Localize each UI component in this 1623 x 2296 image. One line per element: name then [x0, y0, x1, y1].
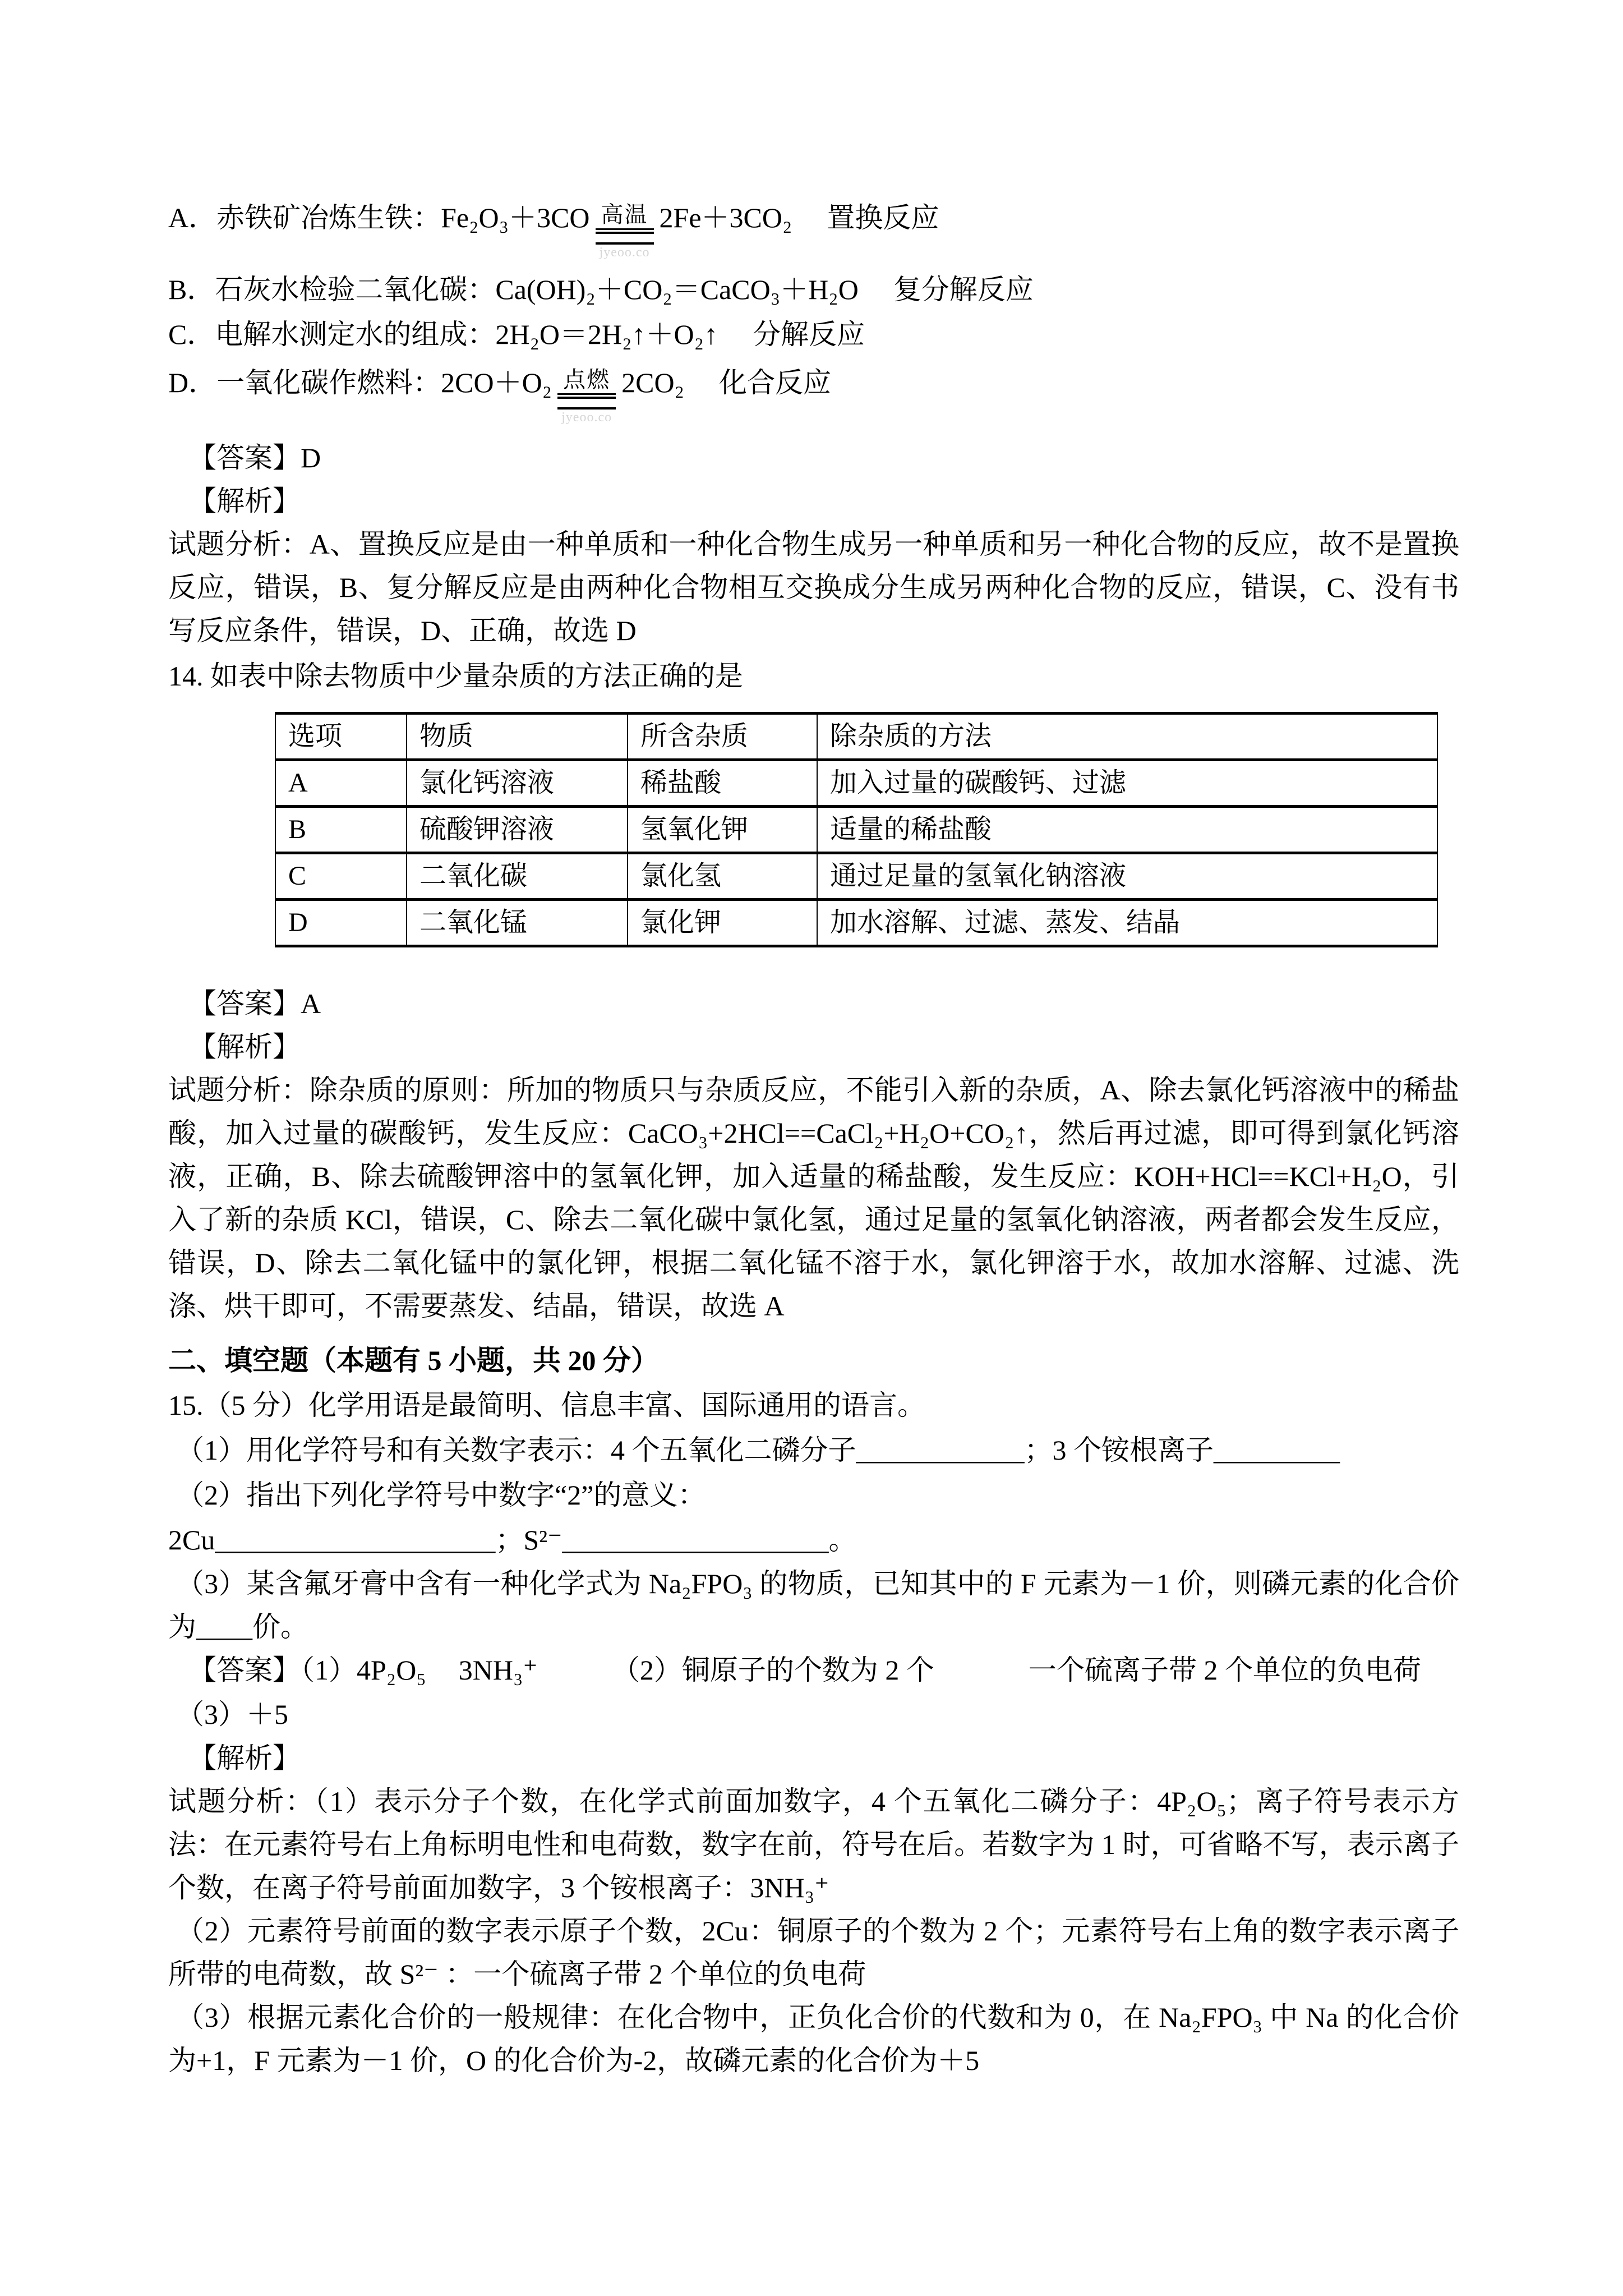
q13-answer-value: D	[301, 442, 321, 473]
q13-analysis-label	[188, 480, 1459, 523]
cell-impurity: 氯化氢	[628, 853, 817, 900]
cell-option: D	[275, 900, 407, 946]
q15-analysis-part2: （2）元素符号前面的数字表示原子个数，2Cu：铜原子的个数为 2 个；元素符号右上角的数字表示离子所带的电荷数，故 S²⁻ ：一个硫离子带 2 个单位的负电荷	[168, 1915, 1459, 1990]
header-option: 选项	[275, 714, 407, 760]
q14-answer-value: A	[301, 988, 321, 1019]
q13-option-b	[168, 267, 1459, 312]
q15-stem: 15.（5 分）化学用语是最简明、信息丰富、国际通用的语言。	[168, 1389, 925, 1421]
q15-analysis-part1: 试题分析：（1）表示分子个数，在化学式前面加数字，4 个五氧化二磷分子：4P₂O₅；离子符号表示方法：在元素符号右上角标明电性和电荷数，数字在前，符号在后。若数字为 1 时，可省略不写，表示离子个数，在离子符号前面加数字，3 个铵根离子：3NH₃⁺	[168, 1786, 1459, 1903]
table-row	[275, 900, 1437, 946]
cell-substance: 氯化钙溶液	[407, 760, 628, 807]
cell-method: 加入过量的碳酸钙、过滤	[817, 760, 1437, 807]
q13-option-b-reaction-type: 复分解反应	[893, 274, 1034, 305]
analysis-label: 【解析】	[188, 1031, 301, 1062]
q13-answer-line	[188, 436, 1459, 480]
section-2-title: 二、填空题（本题有 5 小题，共 20 分）	[168, 1345, 659, 1376]
q15-answer-line	[188, 1649, 1459, 1692]
q15-answer-part3: （3）＋5	[176, 1699, 288, 1730]
cell-method: 通过足量的氢氧化钠溶液	[817, 853, 1437, 900]
double-equals-line	[596, 232, 654, 245]
q15-answer-part1b: 3NH₃⁺	[458, 1654, 538, 1686]
analysis-label: 【解析】	[188, 485, 301, 517]
q15-part1-blank-line: （1）用化学符号和有关数字表示：4 个五氧化二磷分子____________；3 个铵根离子_________	[176, 1434, 1340, 1466]
q14-answer-line	[188, 982, 1459, 1025]
cell-option: A	[275, 760, 407, 807]
q15-analysis-part3: （3）根据元素化合价的一般规律：在化合物中，正负化合价的代数和为 0，在 Na₂FPO₃ 中 Na 的化合价为+1，F 元素为－1 价，O 的化合价为-2，故磷元素的化合价为＋5	[168, 2001, 1459, 2076]
impurity-removal-table	[275, 712, 1438, 947]
reaction-condition-block	[596, 202, 654, 260]
reaction-condition-block	[557, 367, 616, 425]
q14-analysis-text: 试题分析：除杂质的原则：所加的物质只与杂质反应，不能引入新的杂质，A、除去氯化钙溶液中的稀盐酸，加入过量的碳酸钙，发生反应：CaCO₃+2HCl==CaCl₂+H₂O+CO₂↑，然后再过滤，即可得到氯化钙溶液，正确，B、除去硫酸钾溶中的氢氧化钾，加入适量的稀盐酸，发生反应：KOH+HCl==KCl+H₂O，引入了新的杂质 KCl，错误，C、除去二氧化碳中氯化氢，通过足量的氢氧化钠溶液，两者都会发生反应，错误，D、除去二氧化锰中的氯化钾，根据二氧化锰不溶于水，氯化钾溶于水，故加水溶解、过滤、洗涤、烘干即可，不需要蒸发、结晶，错误，故选 A	[168, 1074, 1459, 1322]
table-row	[275, 853, 1437, 900]
watermark-text: jyeoo.co	[599, 245, 650, 260]
q15-analysis-label	[188, 1737, 1459, 1780]
cell-method: 适量的稀盐酸	[817, 807, 1437, 853]
header-substance: 物质	[407, 714, 628, 760]
table-header-row	[275, 714, 1437, 760]
answer-label: 【答案】	[188, 442, 301, 473]
cell-option: B	[275, 807, 407, 853]
cell-impurity: 稀盐酸	[628, 760, 817, 807]
analysis-label: 【解析】	[188, 1742, 301, 1774]
q14-analysis-label	[188, 1025, 1459, 1069]
cell-method: 加水溶解、过滤、蒸发、结晶	[817, 900, 1437, 946]
q13-option-d-equation-left: D．一氧化碳作燃料：2CO＋O₂	[168, 367, 552, 398]
cell-substance: 二氧化碳	[407, 853, 628, 900]
cell-impurity: 氯化钾	[628, 900, 817, 946]
q13-option-c-reaction-type: 分解反应	[753, 319, 865, 350]
q15-answer-part2b: 一个硫离子带 2 个单位的负电荷	[1028, 1654, 1421, 1686]
answer-label: 【答案】	[188, 988, 301, 1019]
condition-text-dianran: 点燃	[557, 367, 616, 395]
q15-part3-text: （3）某含氟牙膏中含有一种化学式为 Na₂FPO₃ 的物质，已知其中的 F 元素为－1 价，则磷元素的化合价为____价。	[168, 1568, 1459, 1642]
q13-option-d-equation-right: 2CO₂	[621, 367, 684, 398]
q13-option-a-reaction-type: 置换反应	[827, 202, 939, 233]
header-method: 除杂质的方法	[817, 714, 1437, 760]
table-row	[275, 807, 1437, 853]
table-row	[275, 760, 1437, 807]
cell-substance: 二氧化锰	[407, 900, 628, 946]
q13-option-c-equation: C．电解水测定水的组成：2H₂O＝2H₂↑＋O₂↑	[168, 319, 718, 350]
cell-option: C	[275, 853, 407, 900]
q13-option-a-equation-left: A．赤铁矿冶炼生铁：Fe₂O₃＋3CO	[168, 202, 590, 233]
watermark-text: jyeoo.co	[561, 409, 612, 425]
q15-part2-symbols-blank-line: 2Cu____________________；S²⁻___________________。	[168, 1524, 857, 1556]
q14-stem: 14. 如表中除去物质中少量杂质的方法正确的是	[168, 660, 743, 692]
q13-analysis-text: 试题分析：A、置换反应是由一种单质和一种化合物生成另一种单质和另一种化合物的反应，故不是置换反应，错误，B、复分解反应是由两种化合物相互交换成分生成另两种化合物的反应，错误，C、没有书写反应条件，错误，D、正确，故选 D	[168, 528, 1459, 646]
q15-part2-prompt: （2）指出下列化学符号中数字“2”的意义：	[176, 1479, 706, 1511]
q15-answer-part1: 【答案】（1）4P₂O₅	[188, 1654, 426, 1686]
q13-option-a	[168, 195, 1459, 260]
q13-option-c	[168, 312, 1459, 357]
header-impurity: 所含杂质	[628, 714, 817, 760]
q13-option-b-equation: B．石灰水检验二氧化碳：Ca(OH)₂＋CO₂＝CaCO₃＋H₂O	[168, 274, 859, 305]
cell-impurity: 氢氧化钾	[628, 807, 817, 853]
q13-option-d	[168, 360, 1459, 425]
q13-option-a-equation-right: 2Fe＋3CO₂	[659, 202, 792, 233]
document-content	[168, 195, 1459, 2082]
q13-option-d-reaction-type: 化合反应	[719, 367, 831, 398]
q15-answer-part2a: （2）铜原子的个数为 2 个	[611, 1654, 934, 1686]
condition-text-gaowen: 高温	[596, 203, 654, 230]
double-equals-line	[557, 397, 616, 409]
cell-substance: 硫酸钾溶液	[407, 807, 628, 853]
